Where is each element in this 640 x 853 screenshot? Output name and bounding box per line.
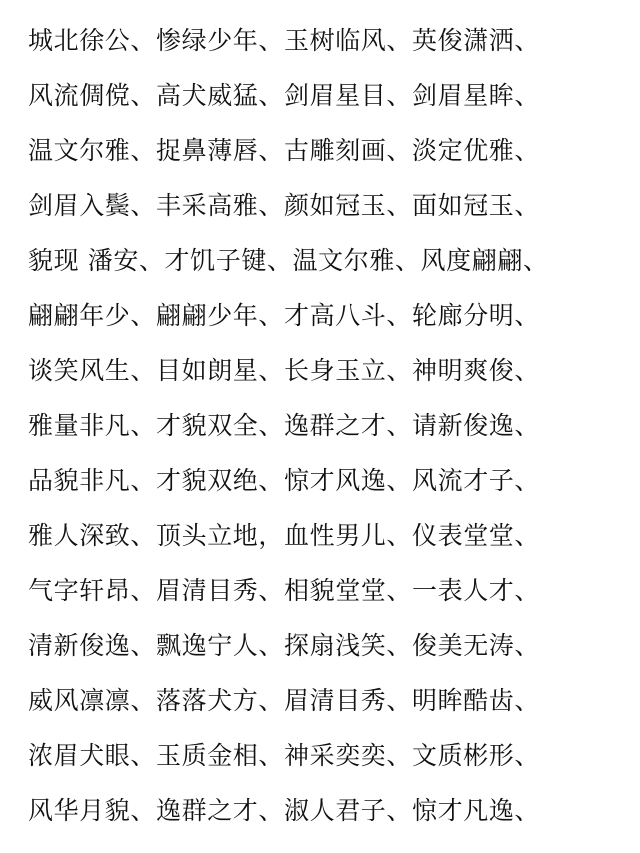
idiom-line-12: 清新俊逸、飘逸宁人、探扇浅笑、俊美无涛、 [28, 631, 541, 660]
idiom-line-2: 风流倜傥、高犬威猛、剑眉星目、剑眉星眸、 [28, 81, 541, 110]
idiom-line-1: 城北徐公、惨绿少年、玉树临风、英俊潇洒、 [28, 26, 541, 55]
idiom-line-7: 谈笑风生、目如朗星、长身玉立、神明爽俊、 [28, 356, 541, 385]
idiom-line-3: 温文尔雅、捉鼻薄唇、古雕刻画、淡定优雅、 [28, 136, 541, 165]
idiom-list [28, 26, 628, 851]
idiom-line-6: 翩翩年少、翩翩少年、才高八斗、轮廊分明、 [28, 301, 541, 330]
cropped-top-line-region [0, 0, 640, 10]
idiom-line-13: 威风凛凛、落落犬方、眉清目秀、明眸酷齿、 [28, 686, 541, 715]
idiom-line-4: 剑眉入鬓、丰采高雅、颜如冠玉、面如冠玉、 [28, 191, 541, 220]
idiom-line-5: 貌现 潘安、才饥子键、温文尔雅、风度翩翩、 [28, 246, 549, 275]
idiom-line-8: 雅量非凡、才貌双全、逸群之才、请新俊逸、 [28, 411, 541, 440]
idiom-line-9: 品貌非凡、才貌双绝、惊才风逸、风流才子、 [28, 466, 541, 495]
idiom-line-11: 气字轩昂、眉清目秀、相貌堂堂、一表人才、 [28, 576, 541, 605]
idiom-line-15: 风华月貌、逸群之才、淑人君子、惊才凡逸、 [28, 796, 541, 825]
idiom-line-10: 雅人深致、顶头立地，血性男儿、仪表堂堂、 [28, 521, 541, 550]
idiom-line-14: 浓眉犬眼、玉质金相、神采奕奕、文质彬形、 [28, 741, 541, 770]
